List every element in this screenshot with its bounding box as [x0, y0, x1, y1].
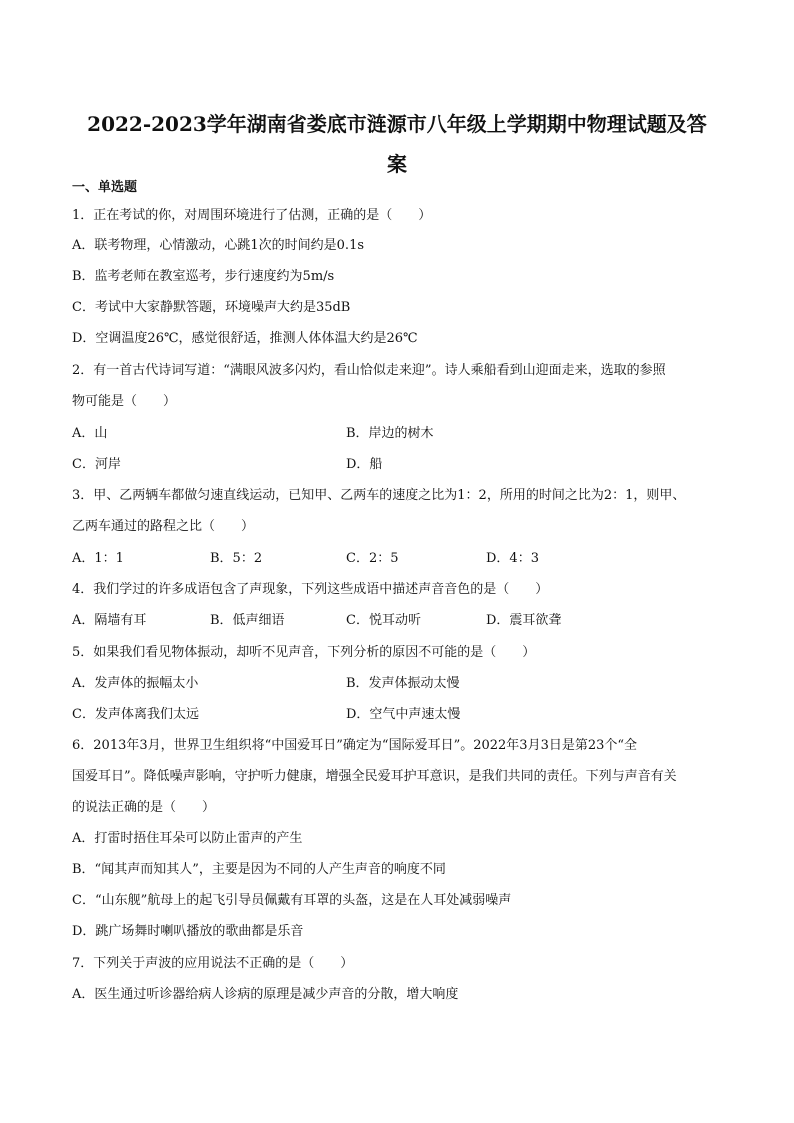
- question-5-stem: 5．如果我们看见物体振动，却听不见声音，下列分析的原因不可能的是（ ）: [72, 645, 536, 660]
- question-3-option-a: A．1：1: [72, 551, 124, 566]
- question-4-option-c: C．悦耳动听: [346, 613, 421, 628]
- question-1-option-c: C．考试中大家静默答题，环境噪声大约是35dB: [72, 300, 351, 315]
- question-1-option-a: A．联考物理，心情激动，心跳1次的时间约是0.1s: [72, 238, 365, 253]
- section-heading: 一、单选题: [72, 180, 138, 195]
- question-3-option-b: B．5：2: [210, 551, 263, 566]
- question-2-option-b: B．岸边的树木: [346, 426, 434, 441]
- question-2-option-d: D．船: [346, 457, 383, 472]
- question-6-stem-line-3: 的说法正确的是（ ）: [72, 800, 216, 815]
- question-7-option-a: A．医生通过听诊器给病人诊病的原理是减少声音的分散，增大响度: [72, 987, 459, 1002]
- question-4-stem: 4．我们学过的许多成语包含了声现象，下列这些成语中描述声音音色的是（ ）: [72, 582, 549, 597]
- question-5-option-a: A．发声体的振幅太小: [72, 676, 199, 691]
- question-5-option-d: D．空气中声速太慢: [346, 707, 461, 722]
- question-3-stem-line-2: 乙两车通过的路程之比（ ）: [72, 519, 255, 534]
- question-1-stem: 1．正在考试的你，对周围环境进行了估测，正确的是（ ）: [72, 208, 432, 223]
- question-4-option-b: B．低声细语: [210, 613, 285, 628]
- question-6-option-a: A．打雷时捂住耳朵可以防止雷声的产生: [72, 831, 303, 846]
- question-1-option-d: D．空调温度26℃，感觉很舒适，推测人体体温大约是26℃: [72, 331, 418, 346]
- question-3-stem-line-1: 3．甲、乙两辆车都做匀速直线运动，已知甲、乙两车的速度之比为1：2，所用的时间之比为2：1，则甲、: [72, 488, 686, 503]
- title-line-2: 案: [387, 152, 407, 176]
- question-5-option-b: B．发声体振动太慢: [346, 676, 460, 691]
- question-3-option-d: D．4：3: [486, 551, 539, 566]
- question-2-option-a: A．山: [72, 426, 108, 441]
- question-6-stem-line-2: 国爱耳日”。降低噪声影响，守护听力健康，增强全民爱耳护耳意识，是我们共同的责任。下列与声音有关: [72, 769, 677, 784]
- question-2-stem-line-2: 物可能是（ ）: [72, 394, 177, 409]
- question-5-option-c: C．发声体离我们太远: [72, 707, 199, 722]
- question-6-option-b: B．“闻其声而知其人”，主要是因为不同的人产生声音的响度不同: [72, 862, 446, 877]
- question-6-stem-line-1: 6．2013年3月，世界卫生组织将“中国爱耳日”确定为“国际爱耳日”。2022年3月3日是第23个“全: [72, 738, 638, 753]
- title-line-1: 2022-2023学年湖南省娄底市涟源市八年级上学期期中物理试题及答: [87, 112, 707, 136]
- page-title: [60, 104, 734, 184]
- question-4-option-d: D．震耳欲聋: [486, 613, 562, 628]
- question-3-option-c: C．2：5: [346, 551, 399, 566]
- question-7-stem: 7．下列关于声波的应用说法不正确的是（ ）: [72, 956, 354, 971]
- question-2-option-c: C．河岸: [72, 457, 121, 472]
- question-6-option-c: C．“山东舰”航母上的起飞引导员佩戴有耳罩的头盔，这是在人耳处减弱噪声: [72, 893, 512, 908]
- question-6-option-d: D．跳广场舞时喇叭播放的歌曲都是乐音: [72, 924, 304, 939]
- question-1-option-b: B．监考老师在教室巡考，步行速度约为5m/s: [72, 269, 335, 284]
- question-2-stem-line-1: 2．有一首古代诗词写道：“满眼风波多闪灼，看山恰似走来迎”。诗人乘船看到山迎面走来，选取的参照: [72, 363, 666, 378]
- question-4-option-a: A．隔墙有耳: [72, 613, 147, 628]
